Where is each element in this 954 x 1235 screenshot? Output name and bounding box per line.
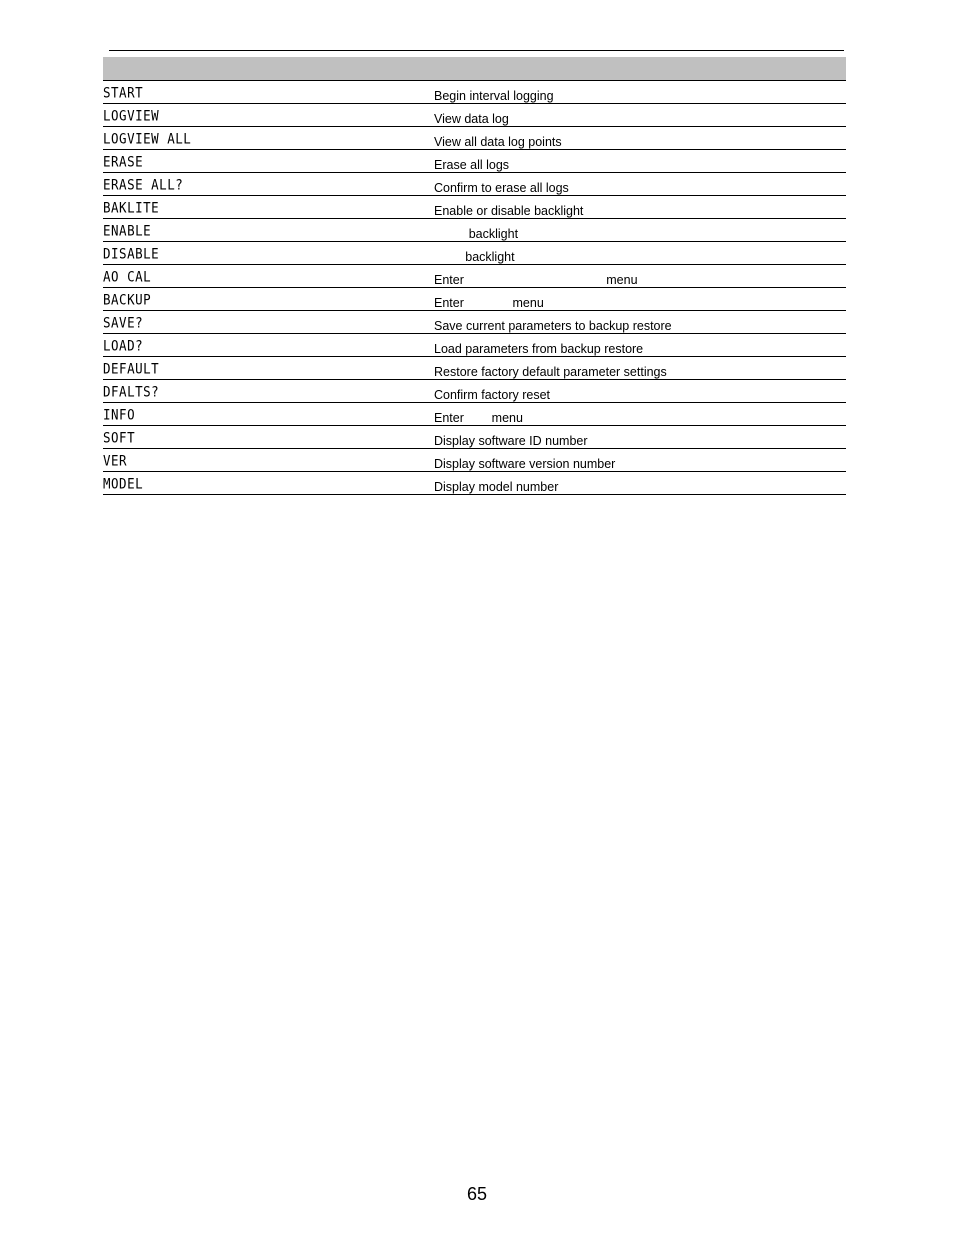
display-code-cell bbox=[103, 150, 434, 173]
table-row bbox=[103, 173, 846, 196]
table-row bbox=[103, 104, 846, 127]
description-cell: Enable or disable backlight bbox=[434, 196, 846, 219]
table-row bbox=[103, 127, 846, 150]
table-row bbox=[103, 426, 846, 449]
table-row bbox=[103, 81, 846, 104]
table-row bbox=[103, 403, 846, 426]
display-code: INFO bbox=[103, 405, 136, 423]
display-code-cell bbox=[103, 265, 434, 288]
description-cell: Confirm to erase all logs bbox=[434, 173, 846, 196]
display-code: DISABLE bbox=[103, 244, 160, 262]
display-code: START bbox=[103, 83, 144, 101]
display-code-cell bbox=[103, 449, 434, 472]
display-code: LOGVIEW ALL bbox=[103, 129, 192, 147]
display-code-cell bbox=[103, 81, 434, 104]
display-code: SAVE? bbox=[103, 313, 144, 331]
table-row bbox=[103, 357, 846, 380]
description-cell: Erase all logs bbox=[434, 150, 846, 173]
table-row bbox=[103, 196, 846, 219]
table-row bbox=[103, 219, 846, 242]
table-row bbox=[103, 334, 846, 357]
table-header-row bbox=[103, 57, 846, 81]
description-cell: Display software version number bbox=[434, 449, 846, 472]
description-cell: Load parameters from backup restore bbox=[434, 334, 846, 357]
display-code: BAKLITE bbox=[103, 198, 160, 216]
table-row bbox=[103, 449, 846, 472]
display-code: ERASE bbox=[103, 152, 144, 170]
description-cell: Restore factory default parameter settings bbox=[434, 357, 846, 380]
display-code-cell bbox=[103, 242, 434, 265]
display-code-cell bbox=[103, 334, 434, 357]
page-number: 65 bbox=[466, 1184, 488, 1204]
display-code: DFALTS? bbox=[103, 382, 160, 400]
display-code: DEFAULT bbox=[103, 359, 160, 377]
description-cell: View all data log points bbox=[434, 127, 846, 150]
header-cell-display bbox=[103, 57, 434, 81]
display-code-cell bbox=[103, 380, 434, 403]
top-rule bbox=[109, 50, 844, 51]
description-cell: backlight bbox=[434, 242, 846, 265]
display-code-cell bbox=[103, 472, 434, 495]
display-code: BACKUP bbox=[103, 290, 152, 308]
table-row bbox=[103, 150, 846, 173]
display-code: LOGVIEW bbox=[103, 106, 160, 124]
display-code-cell bbox=[103, 426, 434, 449]
description-cell: Display software ID number bbox=[434, 426, 846, 449]
description-cell: Enter menu bbox=[434, 288, 846, 311]
table-row bbox=[103, 265, 846, 288]
display-code: LOAD? bbox=[103, 336, 144, 354]
display-code: MODEL bbox=[103, 474, 144, 492]
table-row bbox=[103, 288, 846, 311]
description-cell: Enter menu bbox=[434, 403, 846, 426]
display-code-cell bbox=[103, 104, 434, 127]
description-cell: Save current parameters to backup restore bbox=[434, 311, 846, 334]
display-code: ERASE ALL? bbox=[103, 175, 184, 193]
description-cell: View data log bbox=[434, 104, 846, 127]
display-code: VER bbox=[103, 451, 128, 469]
display-code-cell bbox=[103, 196, 434, 219]
description-cell: Enter menu bbox=[434, 265, 846, 288]
display-code: AO CAL bbox=[103, 267, 152, 285]
display-code-cell bbox=[103, 311, 434, 334]
table-row bbox=[103, 472, 846, 495]
table-row bbox=[103, 311, 846, 334]
description-cell: Display model number bbox=[434, 472, 846, 495]
table-body bbox=[103, 81, 846, 495]
display-code-cell bbox=[103, 403, 434, 426]
table-row bbox=[103, 242, 846, 265]
display-code-cell bbox=[103, 173, 434, 196]
display-code-cell bbox=[103, 127, 434, 150]
display-code: SOFT bbox=[103, 428, 136, 446]
display-code: ENABLE bbox=[103, 221, 152, 239]
description-cell: Confirm factory reset bbox=[434, 380, 846, 403]
display-code-cell bbox=[103, 288, 434, 311]
display-code-cell bbox=[103, 219, 434, 242]
description-cell: backlight bbox=[434, 219, 846, 242]
header-cell-description bbox=[434, 57, 846, 81]
display-code-cell bbox=[103, 357, 434, 380]
description-cell: Begin interval logging bbox=[434, 81, 846, 104]
menu-table bbox=[103, 57, 846, 495]
table-row bbox=[103, 380, 846, 403]
